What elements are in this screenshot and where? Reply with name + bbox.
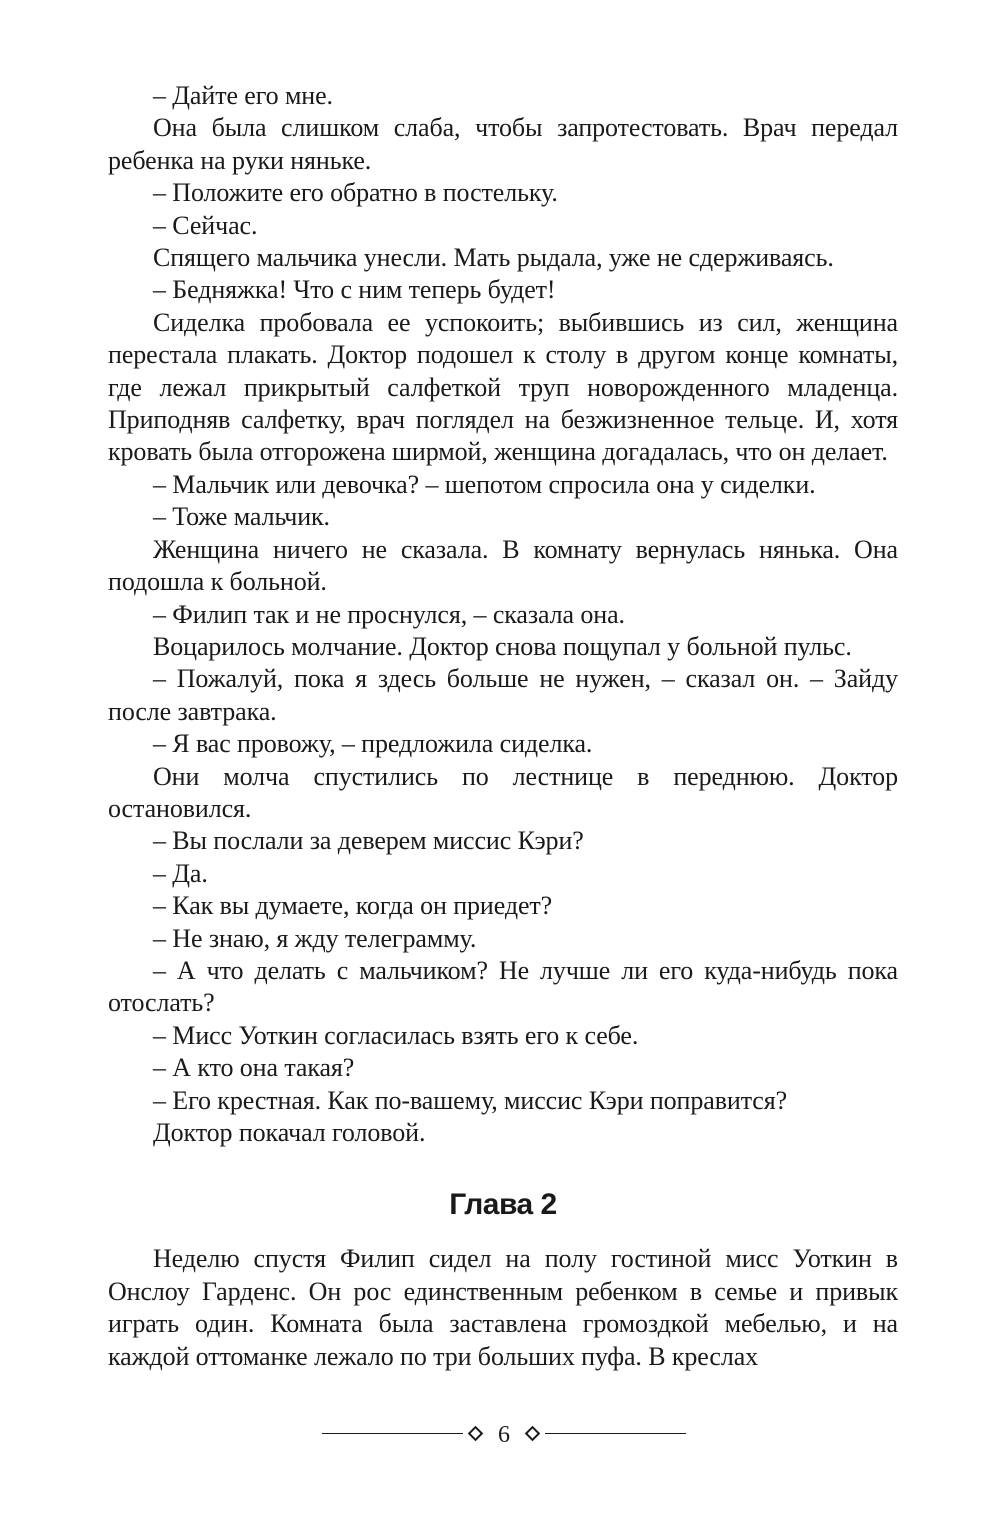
- paragraph: – Дайте его мне.: [153, 81, 333, 110]
- footer-rule-right: [545, 1433, 686, 1434]
- paragraph: Они молча спустились по лестнице в переднюю. Доктор остановился.: [108, 761, 898, 823]
- page-footer: [322, 1418, 686, 1448]
- paragraph: – Положите его обратно в постельку.: [153, 178, 558, 208]
- paragraph: – Пожалуй, пока я здесь больше не нужен, – сказал он. – Зайду после завтрака.: [108, 664, 898, 726]
- diamond-icon: [468, 1425, 484, 1441]
- paragraph: – Сейчас.: [153, 210, 258, 240]
- paragraph: – А что делать с мальчиком? Не лучше ли его куда-нибудь пока отослать?: [108, 955, 898, 1018]
- footer-rule-left: [322, 1433, 463, 1434]
- page-body: [108, 80, 898, 1373]
- chapter-heading: Глава 2: [449, 1188, 557, 1222]
- paragraph: Воцарилось молчание. Доктор снова пощупал у больной пульс.: [153, 631, 852, 661]
- paragraph: Спящего мальчика унесли. Мать рыдала, уже не сдерживаясь.: [153, 243, 834, 273]
- paragraph: – Вы послали за деверем миссис Кэри?: [153, 826, 584, 856]
- paragraph: – Не знаю, я жду телеграмму.: [153, 923, 477, 953]
- paragraph: – Тоже мальчик.: [153, 502, 330, 532]
- paragraph: Неделю спустя Филип сидел на полу гостиной мисс Уоткин в Онслоу Гарденс. Он рос единственным ребенком в семье и привык играть один. Комната была заставлена громоздкой мебелью, и на каждой оттоманке лежало по три больших пуфа. В креслах: [108, 1244, 898, 1371]
- paragraph: – Филип так и не проснулся, – сказала она.: [153, 599, 625, 629]
- paragraph: – Я вас провожу, – предложила сиделка.: [153, 729, 593, 759]
- paragraph: – Да.: [153, 858, 208, 888]
- paragraph: Доктор покачал головой.: [153, 1118, 426, 1147]
- page-number: 6: [498, 1422, 510, 1448]
- paragraph: Сиделка пробовала ее успокоить; выбившись из сил, женщина перестала плакать. Доктор подошел к столу в другом конце комнаты, где лежал прикрытый салфеткой труп новорожденного младенца. Приподняв салфетку, врач поглядел на безжизненное тельце. И, хотя кровать была отгорожена ширмой, женщина догадалась, что он делает.: [108, 307, 898, 467]
- paragraph: – Бедняжка! Что с ним теперь будет!: [153, 275, 556, 305]
- paragraph: – Как вы думаете, когда он приедет?: [153, 891, 553, 921]
- paragraph: – А кто она такая?: [153, 1053, 355, 1083]
- diamond-icon: [525, 1425, 541, 1441]
- paragraph: – Его крестная. Как по-вашему, миссис Кэри поправится?: [153, 1085, 788, 1115]
- text-before-chapter: [108, 80, 898, 1149]
- paragraph: – Мальчик или девочка? – шепотом спросила она у сиделки.: [153, 469, 816, 499]
- text-after-chapter: [108, 1243, 898, 1373]
- paragraph: Женщина ничего не сказала. В комнату вернулась нянька. Она подошла к больной.: [108, 534, 898, 597]
- paragraph: Она была слишком слаба, чтобы запротестовать. Врач передал ребенка на руки няньке.: [108, 113, 898, 175]
- paragraph: – Мисс Уоткин согласилась взять его к себе.: [153, 1020, 639, 1050]
